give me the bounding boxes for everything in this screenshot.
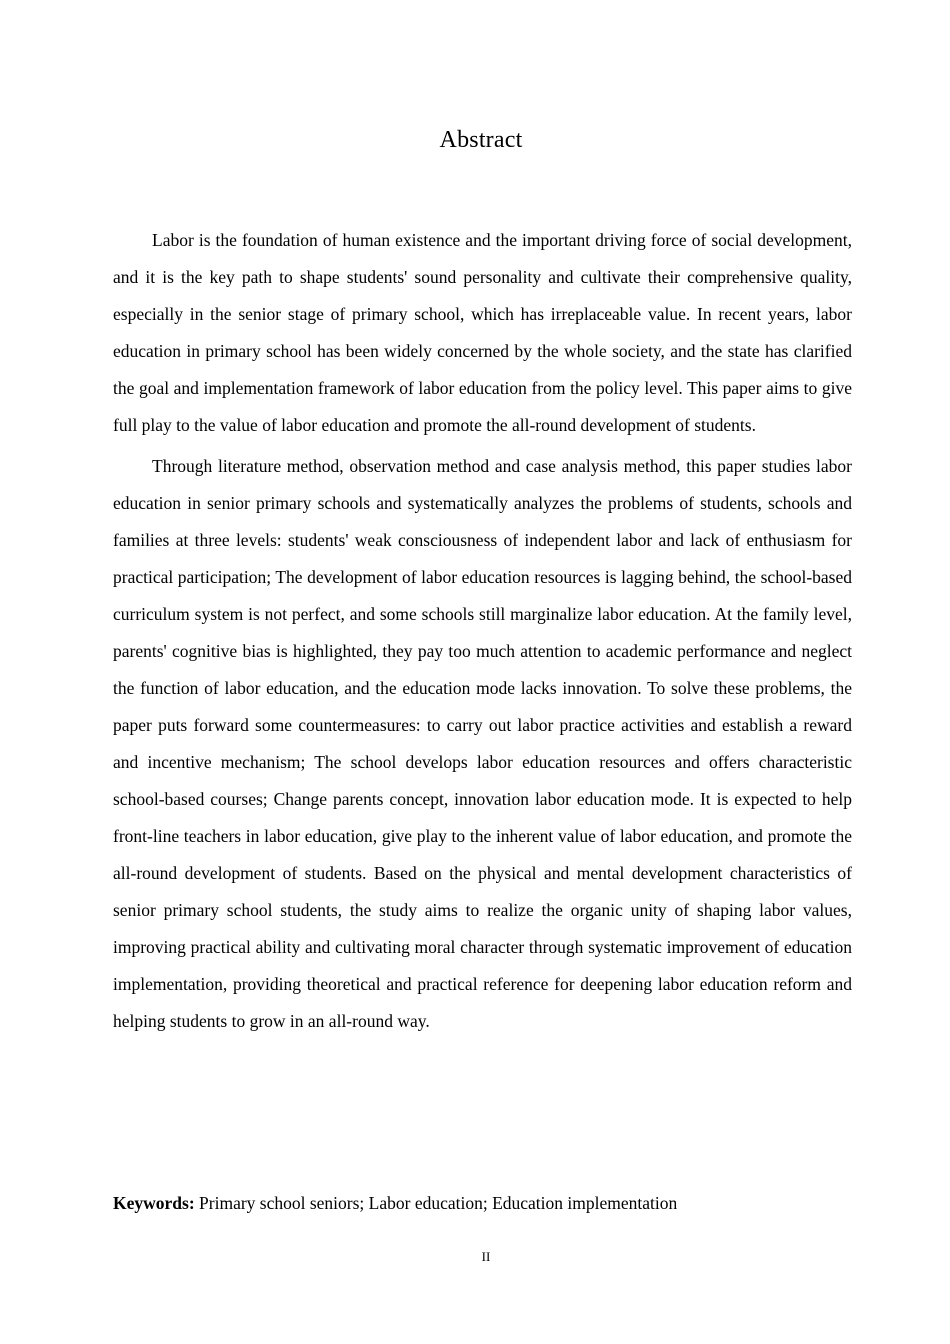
abstract-paragraph-1: Labor is the foundation of human existence and the important driving force of social development, and it is the key path to shape students' sound personality and cultivate their comprehensive quality, especially in the senior stage of primary school, which has irreplaceable value. In recent years, labor education in primary school has been widely concerned by the whole society, and the state has clarified the goal and implementation framework of labor education from the policy level. This paper aims to give full play to the value of labor education and promote the all-round development of students.: [113, 230, 852, 435]
page-number: II: [481, 1249, 491, 1264]
keywords-label: Keywords:: [113, 1193, 195, 1213]
abstract-paragraph-2: Through literature method, observation method and case analysis method, this paper studies labor education in senior primary schools and systematically analyzes the problems of students, schools and families at three levels: students' weak consciousness of independent labor and lack of enthusiasm for practical participation; The development of labor education resources is lagging behind, the school-based curriculum system is not perfect, and some schools still marginalize labor education. At the family level, parents' cognitive bias is highlighted, they pay too much attention to academic performance and neglect the function of labor education, and the education mode lacks innovation. To solve these problems, the paper puts forward some countermeasures: to carry out labor practice activities and establish a reward and incentive mechanism; The school develops labor education resources and offers characteristic school-based courses; Change parents concept, innovation labor education mode. It is expected to help front-line teachers in labor education, give play to the inherent value of labor education, and promote the all-round development of students. Based on the physical and mental development characteristics of senior primary school students, the study aims to realize the organic unity of shaping labor values, improving practical ability and cultivating moral character through systematic improvement of education implementation, providing theoretical and practical reference for deepening labor education reform and helping students to grow in an all-round way.: [113, 456, 852, 1031]
page-title: Abstract: [439, 127, 523, 153]
keywords-text: Primary school seniors; Labor education; Education implementation: [194, 1193, 678, 1213]
keywords-line: [113, 1188, 852, 1218]
abstract-body: [113, 222, 852, 1040]
